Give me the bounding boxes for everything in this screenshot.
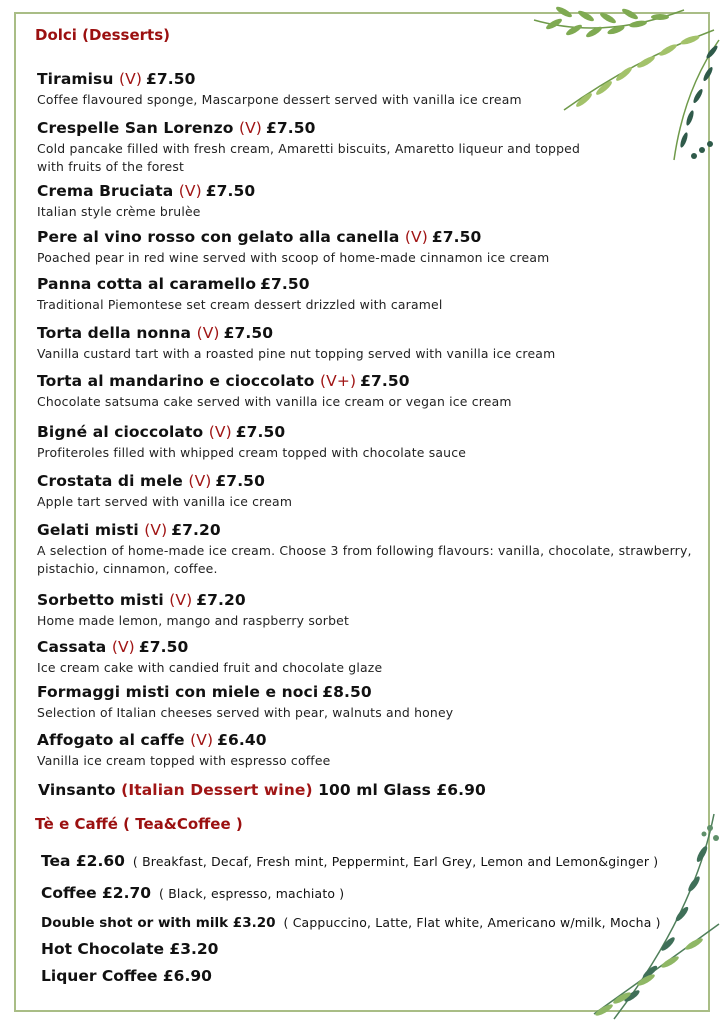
item-price: £8.50 — [322, 683, 372, 701]
item-diet-tag: (V) — [238, 119, 262, 137]
item-description: Chocolate satsuma cake served with vanilla ice cream or vegan ice cream — [37, 394, 512, 409]
item-name: Sorbetto misti — [37, 591, 164, 609]
vinsanto-note: (Italian Dessert wine) — [121, 781, 313, 799]
item-price: £7.50 — [146, 70, 196, 88]
menu-item — [37, 638, 714, 677]
item-price: £7.50 — [223, 324, 274, 342]
drink-name-price: Coffee £2.70 — [41, 884, 152, 902]
menu-item — [37, 275, 714, 314]
drink-item — [41, 851, 658, 870]
menu-item — [37, 423, 714, 462]
item-price: £7.50 — [431, 228, 482, 246]
item-price: £7.50 — [235, 423, 286, 441]
item-diet-tag: (V) — [111, 638, 135, 656]
item-price: £7.50 — [215, 472, 265, 490]
item-description: Home made lemon, mango and raspberry sorbet — [37, 613, 350, 628]
item-price: £7.50 — [260, 275, 310, 293]
drink-name-price: Hot Chocolate £3.20 — [41, 940, 219, 958]
menu-item — [37, 731, 714, 770]
item-description: Vanilla custard tart with a roasted pine nut topping served with vanilla ice cream — [37, 346, 556, 361]
item-name: Bigné al cioccolato — [37, 423, 204, 441]
item-price: £6.40 — [217, 731, 267, 749]
item-diet-tag: (V) — [169, 591, 193, 609]
item-name: Cassata — [37, 638, 107, 656]
tea-coffee-section-title: Tè e Caffé ( Tea&Coffee ) — [35, 815, 243, 833]
item-description: Profiteroles filled with whipped cream topped with chocolate sauce — [37, 445, 467, 460]
item-diet-tag: (V) — [188, 472, 212, 490]
menu-item — [37, 182, 714, 221]
vinsanto-name: Vinsanto — [38, 781, 116, 799]
drink-item — [41, 883, 344, 902]
item-name: Formaggi misti con miele e noci — [37, 683, 319, 701]
item-description: Cold pancake filled with fresh cream, Amaretti biscuits, Amaretto liqueur and topped with fruits of the forest — [37, 141, 581, 174]
item-diet-tag: (V) — [190, 731, 214, 749]
item-price: £7.20 — [196, 591, 246, 609]
item-name: Torta della nonna — [37, 324, 192, 342]
menu-item — [37, 472, 714, 511]
item-diet-tag: (V) — [404, 228, 428, 246]
drink-name-price: Double shot or with milk £3.20 — [41, 915, 276, 931]
item-name: Crostata di mele — [37, 472, 183, 490]
item-name: Tiramisu — [37, 70, 114, 88]
item-diet-tag: (V) — [208, 423, 232, 441]
menu-item — [37, 324, 714, 363]
item-price: £7.20 — [171, 521, 221, 539]
vinsanto-item — [38, 781, 714, 799]
item-description: Coffee flavoured sponge, Mascarpone dessert served with vanilla ice cream — [37, 92, 522, 107]
item-diet-tag: (V) — [178, 182, 202, 200]
drink-item — [41, 966, 212, 985]
menu-item — [37, 372, 714, 411]
menu-item — [37, 228, 714, 267]
item-diet-tag: (V) — [119, 70, 143, 88]
drink-options: ( Black, espresso, machiato ) — [159, 886, 345, 901]
item-description: A selection of home-made ice cream. Choose 3 from following flavours: vanilla, chocolate, strawberry, pistachio, cinnamon, coffee. — [37, 543, 692, 576]
drink-options: ( Breakfast, Decaf, Fresh mint, Peppermint, Earl Grey, Lemon and Lemon&ginger ) — [132, 854, 659, 869]
item-name: Crespelle San Lorenzo — [37, 119, 234, 137]
menu-item — [37, 521, 714, 577]
item-name: Gelati misti — [37, 521, 139, 539]
item-diet-tag: (V) — [196, 324, 220, 342]
item-name: Torta al mandarino e cioccolato — [37, 372, 315, 390]
menu-item — [37, 70, 714, 109]
item-price: £7.50 — [205, 182, 256, 200]
drink-item — [41, 912, 661, 931]
item-price: £7.50 — [138, 638, 189, 656]
item-name: Panna cotta al caramello — [37, 275, 257, 293]
item-price: £7.50 — [265, 119, 316, 137]
item-name: Pere al vino rosso con gelato alla canella — [37, 228, 400, 246]
item-name: Crema Bruciata — [37, 182, 174, 200]
item-description: Poached pear in red wine served with scoop of home-made cinnamon ice cream — [37, 250, 550, 265]
item-description: Vanilla ice cream topped with espresso coffee — [37, 753, 331, 768]
item-diet-tag: (V+) — [320, 372, 357, 390]
item-name: Affogato al caffe — [37, 731, 185, 749]
drink-name-price: Tea £2.60 — [41, 852, 125, 870]
drink-options: ( Cappuccino, Latte, Flat white, Americano w/milk, Mocha ) — [283, 915, 661, 930]
item-diet-tag: (V) — [144, 521, 168, 539]
drink-item — [41, 939, 218, 958]
item-description: Traditional Piemontese set cream dessert drizzled with caramel — [37, 297, 443, 312]
menu-item — [37, 119, 714, 175]
drink-name-price: Liquer Coffee £6.90 — [41, 967, 212, 985]
desserts-section-title: Dolci (Desserts) — [35, 26, 171, 44]
menu-item — [37, 591, 714, 630]
item-description: Apple tart served with vanilla ice cream — [37, 494, 293, 509]
item-price: £7.50 — [360, 372, 410, 390]
menu-item — [37, 683, 714, 722]
vinsanto-detail: 100 ml Glass £6.90 — [318, 781, 486, 799]
item-description: Selection of Italian cheeses served with pear, walnuts and honey — [37, 705, 454, 720]
item-description: Ice cream cake with candied fruit and chocolate glaze — [37, 660, 383, 675]
item-description: Italian style crème brulèe — [37, 204, 201, 219]
